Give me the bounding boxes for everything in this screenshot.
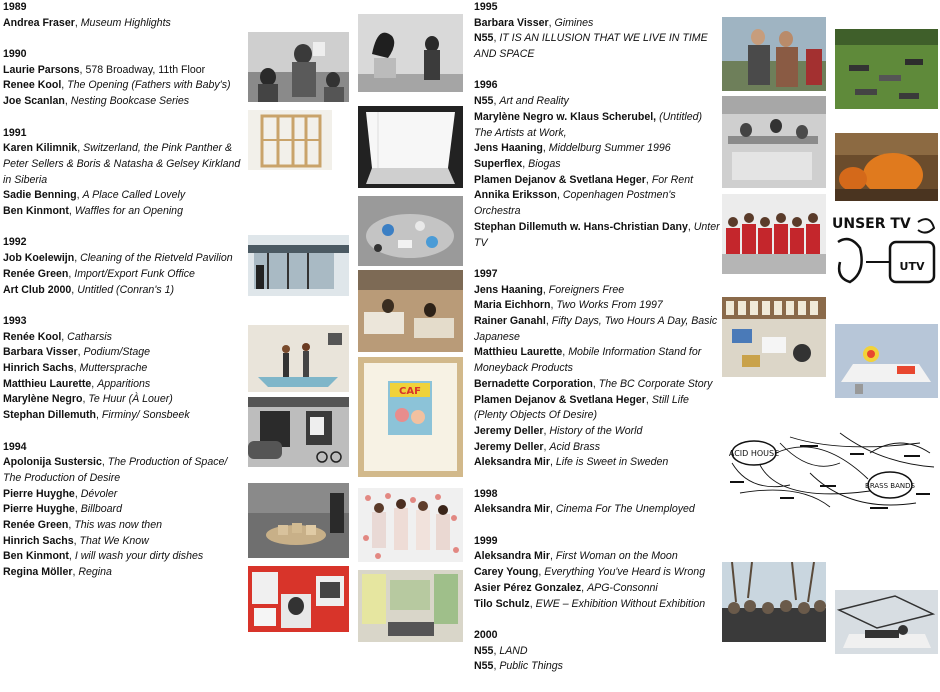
artist-name: Plamen Dejanov & Svetlana Heger [474,393,646,406]
year-spacer [3,220,243,236]
entry-separator: , [76,189,83,202]
artist-name: Maria Eichhorn [474,299,551,312]
artist-name: N55 [474,95,494,108]
entry-separator: , [548,16,555,29]
exhibition-entry [474,565,722,581]
work-title: I will wash your dirty dishes [74,550,204,563]
work-title: Switzerland, the Pink Panther & Peter Sellers & Boris & Natasha & Gelsey Kirkland in Siberia [3,142,241,186]
year-spacer [3,298,243,314]
work-title: LAND [499,644,528,657]
year-spacer [3,31,243,47]
work-title: Foreigners Free [548,283,625,296]
entry-separator: , [550,299,557,312]
artist-name: Bernadette Corporation [474,377,593,390]
exhibition-entry [474,345,722,376]
exhibition-entry [474,157,722,173]
work-title: Cleaning of the Rietveld Pavilion [80,252,233,265]
exhibition-entry [474,424,722,440]
entry-separator: , [543,424,550,437]
work-title: For Rent [651,173,694,186]
artist-name: Renee Kool [3,79,62,92]
exhibition-entry [474,644,722,660]
exhibition-entry [3,502,243,518]
entry-separator: , [645,173,652,186]
artist-name: Andrea Fraser [3,16,75,29]
artist-name: Hinrich Sachs [3,534,74,547]
artist-name: Renée Green [3,267,69,280]
work-title: Everything You've Heard is Wrong [544,566,706,579]
artist-name: Art Club 2000 [3,283,72,296]
entry-separator: , [592,377,599,390]
photo-fifty-days-japanese [722,297,826,377]
photo-andrea-fraser-tour [248,32,349,102]
entry-separator: , [73,362,80,375]
exhibition-entry [3,188,243,204]
cafe-poster-label: CAF [399,386,421,397]
work-title: History of the World [549,424,643,437]
entry-separator: , [74,252,81,265]
photo-regina [248,566,349,632]
work-title: The Opening (Fathers with Baby's) [67,79,231,92]
artist-name: Hinrich Sachs [3,362,74,375]
artist-name: Regina Möller [3,566,73,579]
photo-pink-panther-installation [358,196,463,266]
work-title: A Place Called Lovely [82,189,186,202]
work-title: Life is Sweet in Sweden [555,456,669,469]
exhibition-entry [3,251,243,267]
photo-postmens-orchestra-group [722,194,826,274]
entry-separator: , [522,157,529,170]
exhibition-entry [3,392,243,408]
photo-podium-stage [248,325,349,392]
year-heading: 1998 [474,487,498,500]
exhibition-entry [3,283,243,299]
exhibition-entry [474,393,722,424]
exhibition-entry [3,94,243,110]
exhibition-entry [474,455,722,471]
exhibition-entry [474,188,722,219]
work-title: This was now then [74,519,162,532]
drawing-history-of-the-world [720,423,940,518]
entry-separator: , [74,487,81,500]
work-title: Middelburg Summer 1996 [548,142,671,155]
exhibition-entry [3,267,243,283]
artist-name: Aleksandra Mir [474,550,550,563]
work-title: Dévoler [80,487,118,500]
entry-separator: , [64,95,71,108]
artist-name: Matthieu Laurette [474,346,563,359]
entry-separator: , [77,142,84,155]
unser-tv-box-label: UTV [899,260,925,273]
year-spacer [474,518,722,534]
year-heading: 1991 [3,126,27,139]
exhibition-list-left [3,0,243,581]
work-title: Nesting Bookcase Series [70,95,190,108]
year-heading: 1990 [3,48,27,61]
photo-first-woman-on-the-moon [722,562,826,642]
work-title: Cinema For The Unemployed [555,503,695,516]
entry-separator: , [493,95,500,108]
artist-name: Rainer Ganahl [474,314,546,327]
work-title: That We Know [79,534,149,547]
exhibition-entry [3,204,243,220]
work-title: Catharsis [67,330,112,343]
artist-name: Renée Kool [3,330,62,343]
artist-name: Job Koelewijn [3,252,75,265]
entry-separator: , [545,314,552,327]
exhibition-entry [474,314,722,345]
year-spacer [3,424,243,440]
entry-separator: , [543,440,550,453]
artist-name: Annika Eriksson [474,189,558,202]
entry-separator: , [493,660,500,673]
exhibition-entry [474,298,722,314]
artist-name: Pierre Huyghe [3,487,75,500]
year-heading: 1992 [3,236,27,249]
exhibition-entry [3,141,243,188]
entry-separator: , [72,566,79,579]
entry-separator: , [68,205,75,218]
artist-name: Renée Green [3,519,69,532]
year-spacer [474,251,722,267]
work-title: Still Life (Plenty Objects Of Desire) [474,393,689,422]
entry-separator: , [581,581,588,594]
artist-name: Aleksandra Mir [474,456,550,469]
exhibition-entry [474,16,722,32]
work-title: Public Things [499,660,563,673]
entry-separator: , [61,330,68,343]
entry-separator: , [68,519,75,532]
exhibition-entry [3,361,243,377]
artist-name: Laurie Parsons [3,63,80,76]
year-spacer [3,110,243,126]
entry-separator: , [557,189,563,202]
entry-separator: , [101,456,108,469]
artist-name: Karen Kilimnik [3,142,78,155]
brass-bands-label: BRASS BANDS [865,482,915,490]
exhibition-entry [474,94,722,110]
photo-578-broadway [358,106,463,188]
entry-separator: , [549,456,556,469]
year-heading: 1996 [474,79,498,92]
photo-public-things-land [835,590,938,654]
photo-untitled-conrans [358,270,463,352]
exhibition-entry [474,220,722,251]
work-title: Gimines [554,16,594,29]
work-title: Billboard [80,503,122,516]
artist-name: Pierre Huyghe [3,503,75,516]
work-title: Import/Export Funk Office [74,267,195,280]
entry-separator: , [687,220,694,233]
exhibition-entry [474,283,722,299]
entry-separator: , [73,534,80,547]
work-title: Te Huur (À Louer) [88,393,173,406]
exhibition-entry [3,534,243,550]
acid-house-label: ACID HOUSE [728,449,780,458]
artist-name: Apolonija Sustersic [3,456,102,469]
exhibition-entry [474,440,722,456]
year-heading: 1997 [474,267,498,280]
exhibition-entry [3,565,243,581]
photo-rietveld-pavilion [248,235,349,296]
artist-name: Superflex [474,157,523,170]
year-heading: 1993 [3,314,27,327]
year-spacer [474,471,722,487]
work-title: Muttersprache [79,362,148,375]
entry-separator: , [79,63,86,76]
photo-art-and-reality-park [835,29,938,109]
exhibition-entry [474,581,722,597]
exhibition-entry [3,330,243,346]
photo-museum-highlights [358,14,463,92]
exhibition-entry [474,110,722,141]
photo-mobile-info-stand [358,570,463,642]
entry-separator: , [96,409,102,422]
work-title: IT IS AN ILLUSION THAT WE LIVE IN TIME AND SPACE [474,32,708,61]
work-title: The Production of Space/ The Production of Desire [3,456,228,484]
entry-separator: , [493,644,500,657]
photo-gimines [722,17,826,91]
photo-nesting-bookcase [248,110,332,170]
year-heading: 1989 [3,1,27,13]
entry-separator: , [549,550,556,563]
entry-separator: , [538,566,545,579]
work-title: (Untitled) The Artists at Work, [474,110,703,139]
photo-te-huur [248,397,349,467]
work-title: Waffles for an Opening [74,205,183,218]
exhibition-entry [3,345,243,361]
entry-separator: , [74,16,81,29]
year-spacer [474,612,722,628]
artist-name: N55 [474,32,494,45]
work-title: 578 Broadway, 11th Floor [85,63,206,76]
artist-name: Barbara Visser [474,16,549,29]
artist-name: Matthieu Laurette [3,377,92,390]
work-title: Podium/Stage [83,346,151,359]
photo-production-of-space [248,483,349,558]
exhibition-entry [474,502,722,518]
artist-name: Tilo Schulz [474,597,530,610]
artist-name: Stephan Dillemuth w. Hans-Christian Dany [474,220,688,233]
entry-separator: , [549,503,556,516]
drawing-unser-tv [830,212,940,290]
work-title: Firminy/ Sonsbeek [101,409,190,422]
entry-separator: , [61,79,68,92]
work-title: First Woman on the Moon [555,550,678,563]
entry-separator: , [493,32,500,45]
entry-separator: , [74,503,81,516]
exhibition-entry [3,78,243,94]
work-title: Fifty Days, Two Hours A Day, Basic Japanese [474,314,718,343]
work-title: Untitled (Conran's 1) [77,283,175,296]
artist-name: Aleksandra Mir [474,503,550,516]
exhibition-entry [3,408,243,424]
year-spacer [474,63,722,79]
work-title: Mobile Information Stand for Moneyback Products [474,346,702,375]
exhibition-entry [3,487,243,503]
entry-separator: , [645,393,652,406]
entry-separator: , [71,283,78,296]
entry-separator: , [529,597,536,610]
entry-separator: , [542,283,549,296]
exhibition-entry [474,173,722,189]
exhibition-entry [3,377,243,393]
work-title: Apparitions [97,377,151,390]
exhibition-entry [3,455,243,486]
artist-name: Ben Kinmont [3,205,69,218]
artist-name: Jens Haaning [474,283,543,296]
work-title: Copenhagen Postmen's Orchestra [474,189,676,218]
exhibition-entry [3,549,243,565]
year-heading: 1994 [3,440,27,453]
exhibition-entry [3,16,243,32]
artist-name: Sadie Benning [3,189,77,202]
artist-name: N55 [474,660,494,673]
photo-still-life-lamp [835,324,938,398]
exhibition-entry [3,518,243,534]
work-title: Acid Brass [549,440,601,453]
artist-name: Plamen Dejanov & Svetlana Heger [474,173,646,186]
entry-separator: , [562,346,569,359]
artist-name: Jens Haaning [474,142,543,155]
work-title: Biogas [528,157,561,170]
exhibition-entry [474,31,722,62]
exhibition-list-right [474,0,722,675]
exhibition-entry [474,377,722,393]
entry-separator: , [542,142,549,155]
artist-name: Stephan Dillemuth [3,409,96,422]
artist-name: Jeremy Deller [474,424,544,437]
artist-name: Barbara Visser [3,346,78,359]
work-title: EWE – Exhibition Without Exhibition [535,597,706,610]
artist-name: Joe Scanlan [3,95,65,108]
entry-separator: , [91,377,98,390]
photo-biogas-dome [835,133,938,201]
year-heading: 1995 [474,1,498,13]
entry-separator: , [82,393,89,406]
photo-cafe-poster [358,357,463,477]
artist-name: Ben Kinmont [3,550,69,563]
photo-postmens-orchestra [358,488,463,562]
entry-separator: , [68,550,75,563]
entry-separator: , [68,267,75,280]
exhibition-entry [474,659,722,675]
work-title: The BC Corporate Story [598,377,713,390]
work-title: APG-Consonni [587,581,658,594]
unser-tv-title: UNSER TV [832,216,911,232]
exhibition-entry [474,141,722,157]
exhibition-entry [3,63,243,79]
entry-separator: , [77,346,84,359]
exhibition-entry [474,597,722,613]
year-heading: 2000 [474,628,498,641]
work-title: Unter TV [474,220,720,249]
work-title: Regina [78,566,112,579]
work-title: Art and Reality [499,95,569,108]
artist-name: Marylène Negro w. Klaus Scherubel, [474,110,657,123]
artist-name: Carey Young [474,566,539,579]
work-title: Two Works From 1997 [556,299,663,312]
artist-name: N55 [474,644,494,657]
work-title: Museum Highlights [80,16,171,29]
exhibition-entry [474,549,722,565]
artist-name: Jeremy Deller [474,440,544,453]
artist-name: Marylène Negro [3,393,83,406]
artist-name: Asier Pérez Gonzalez [474,581,582,594]
year-heading: 1999 [474,534,498,547]
photo-artists-at-work [722,96,826,188]
